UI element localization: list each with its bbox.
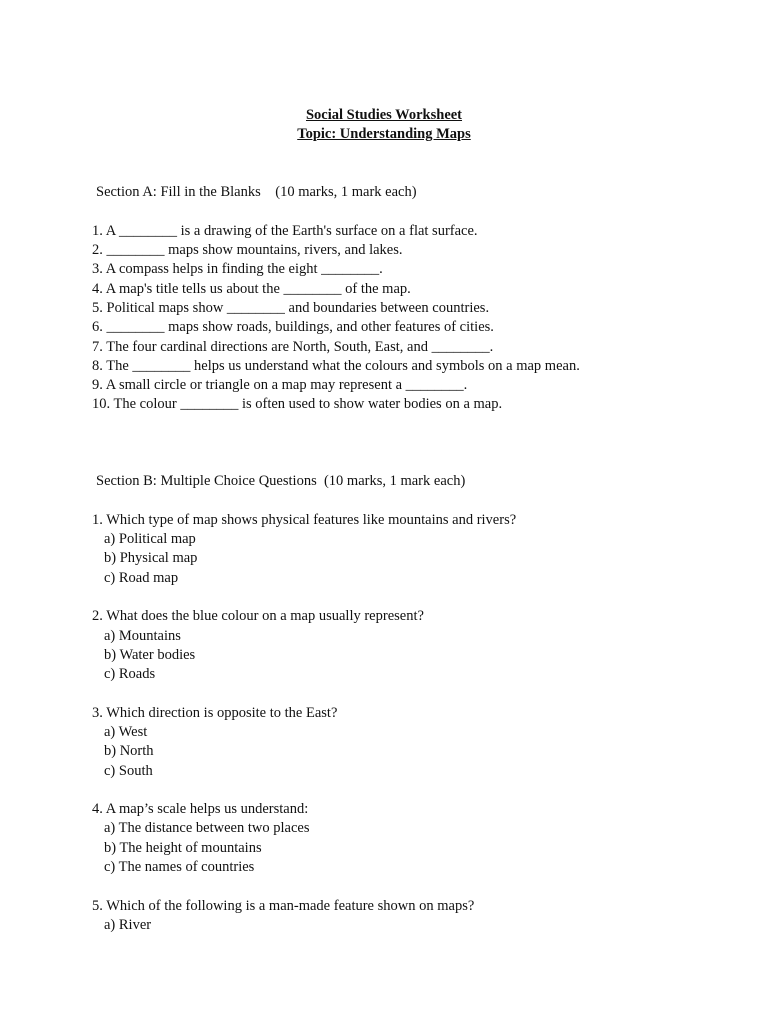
section-a-question: 2. ________ maps show mountains, rivers, and lakes. [92, 242, 403, 258]
mcq-option: c) South [104, 763, 153, 779]
mcq-option: b) North [104, 743, 154, 759]
section-b-heading: Section B: Multiple Choice Questions (10 marks, 1 mark each) [96, 473, 466, 489]
mcq-option: a) The distance between two places [104, 820, 310, 836]
mcq-option: c) Road map [104, 570, 179, 586]
mcq-option: c) Roads [104, 666, 156, 682]
mcq-question: 2. What does the blue colour on a map usually represent? [92, 608, 424, 624]
mcq-question: 1. Which type of map shows physical features like mountains and rivers? [92, 512, 517, 528]
section-a-question: 6. ________ maps show roads, buildings, and other features of cities. [92, 319, 494, 335]
mcq-question: 5. Which of the following is a man-made feature shown on maps? [92, 898, 475, 914]
worksheet-topic: Topic: Understanding Maps [297, 126, 471, 142]
section-a-question: 1. A ________ is a drawing of the Earth's surface on a flat surface. [92, 223, 478, 239]
section-a-question: 5. Political maps show ________ and boundaries between countries. [92, 300, 490, 316]
mcq-option: a) West [104, 724, 148, 740]
mcq-option: b) Physical map [104, 550, 198, 566]
mcq-option: c) The names of countries [104, 859, 255, 875]
section-a-question: 3. A compass helps in finding the eight ________. [92, 261, 383, 277]
mcq-option: a) River [104, 917, 152, 933]
section-a-question: 9. A small circle or triangle on a map may represent a ________. [92, 377, 468, 393]
section-a-heading: Section A: Fill in the Blanks (10 marks, 1 mark each) [96, 184, 417, 200]
section-a-question: 8. The ________ helps us understand what the colours and symbols on a map mean. [92, 358, 580, 374]
mcq-question: 3. Which direction is opposite to the East? [92, 705, 338, 721]
mcq-question: 4. A map’s scale helps us understand: [92, 801, 309, 817]
section-a-question: 10. The colour ________ is often used to show water bodies on a map. [92, 396, 503, 412]
mcq-option: a) Mountains [104, 628, 181, 644]
mcq-option: b) Water bodies [104, 647, 196, 663]
mcq-option: b) The height of mountains [104, 840, 262, 856]
section-a-question: 7. The four cardinal directions are North, South, East, and ________. [92, 339, 494, 355]
section-a-question: 4. A map's title tells us about the ________ of the map. [92, 281, 411, 297]
mcq-option: a) Political map [104, 531, 196, 547]
worksheet-title: Social Studies Worksheet [305, 107, 463, 123]
